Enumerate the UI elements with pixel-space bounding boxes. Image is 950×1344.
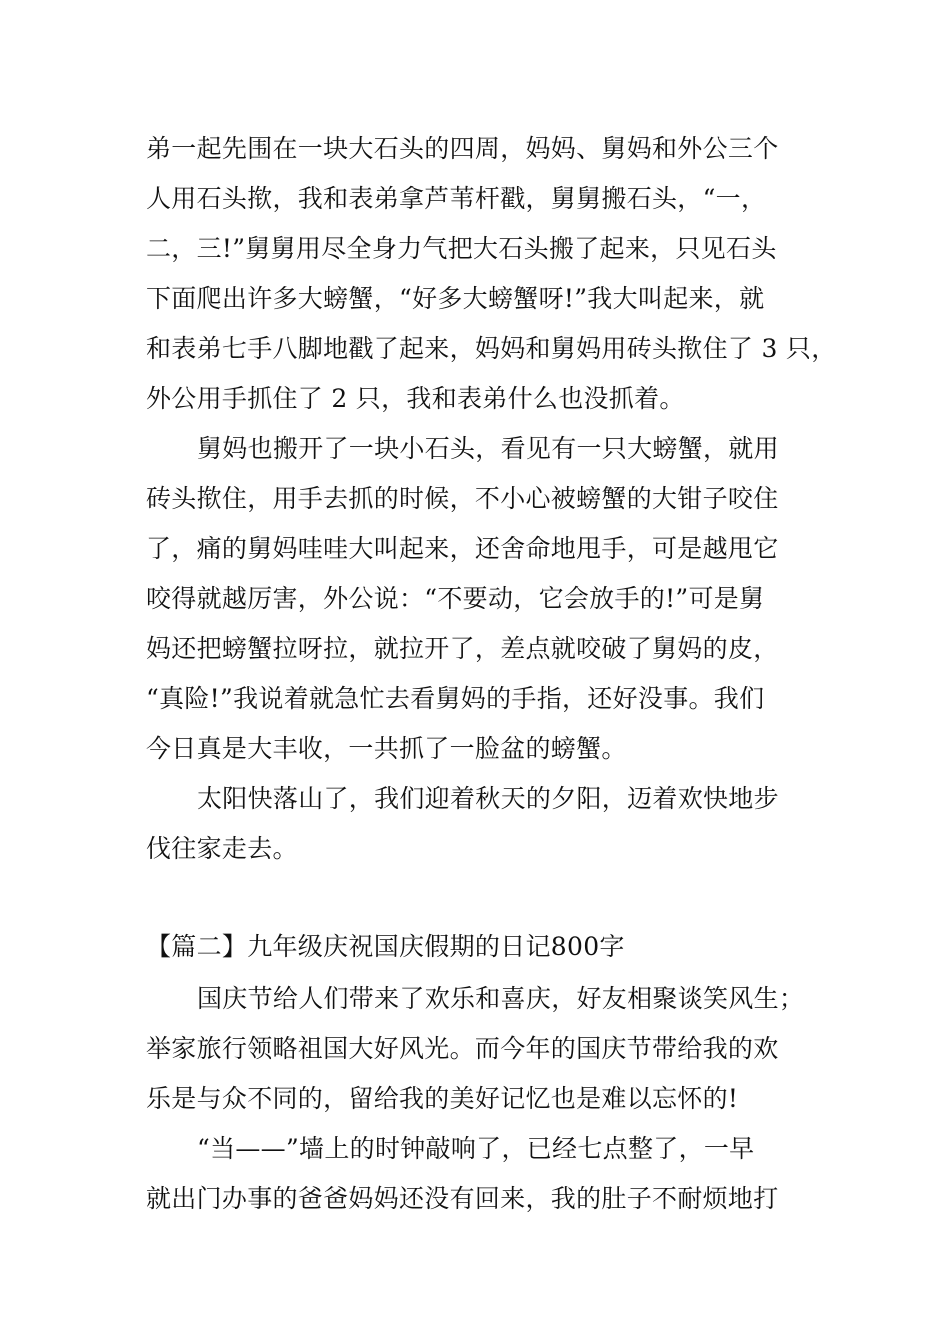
text-line: 伐往家走去。 <box>146 834 298 863</box>
text-line: 下面爬出许多大螃蟹，“好多大螃蟹呀!”我大叫起来，就 <box>146 284 765 313</box>
text-line: 太阳快落山了，我们迎着秋天的夕阳，迈着欢快地步 <box>197 784 779 813</box>
section-heading: 【篇二】九年级庆祝国庆假期的日记800字 <box>146 932 625 961</box>
text-line: 人用石头揿，我和表弟拿芦苇杆戳，舅舅搬石头，“一， <box>146 184 767 213</box>
text-line: 外公用手抓住了 2 只，我和表弟什么也没抓着。 <box>146 384 685 413</box>
text-line: “真险!”我说着就急忙去看舅妈的手指，还好没事。我们 <box>146 684 765 713</box>
text-line: 就出门办事的爸爸妈妈还没有回来，我的肚子不耐烦地打 <box>146 1184 779 1213</box>
text-line: 咬得就越厉害，外公说：“不要动，它会放手的!”可是舅 <box>146 584 765 613</box>
text-line: 妈还把螃蟹拉呀拉，就拉开了，差点就咬破了舅妈的皮， <box>146 634 779 663</box>
text-line: 舅妈也搬开了一块小石头，看见有一只大螃蟹，就用 <box>197 434 779 463</box>
text-line: 二，三!”舅舅用尽全身力气把大石头搬了起来，只见石头 <box>146 234 777 263</box>
text-line: 举家旅行领略祖国大好风光。而今年的国庆节带给我的欢 <box>146 1034 779 1063</box>
text-line: 和表弟七手八脚地戳了起来，妈妈和舅妈用砖头揿住了 3 只， <box>146 334 837 363</box>
text-line: “当——”墙上的时钟敲响了，已经七点整了，一早 <box>197 1134 755 1163</box>
text-line: 国庆节给人们带来了欢乐和喜庆，好友相聚谈笑风生； <box>197 984 805 1013</box>
text-line: 弟一起先围在一块大石头的四周，妈妈、舅妈和外公三个 <box>146 134 779 163</box>
text-line: 乐是与众不同的，留给我的美好记忆也是难以忘怀的! <box>146 1084 739 1113</box>
text-line: 砖头揿住，用手去抓的时候，不小心被螃蟹的大钳子咬住 <box>146 484 779 513</box>
text-line: 了，痛的舅妈哇哇大叫起来，还舍命地甩手，可是越甩它 <box>146 534 779 563</box>
text-line: 今日真是大丰收，一共抓了一脸盆的螃蟹。 <box>146 734 627 763</box>
